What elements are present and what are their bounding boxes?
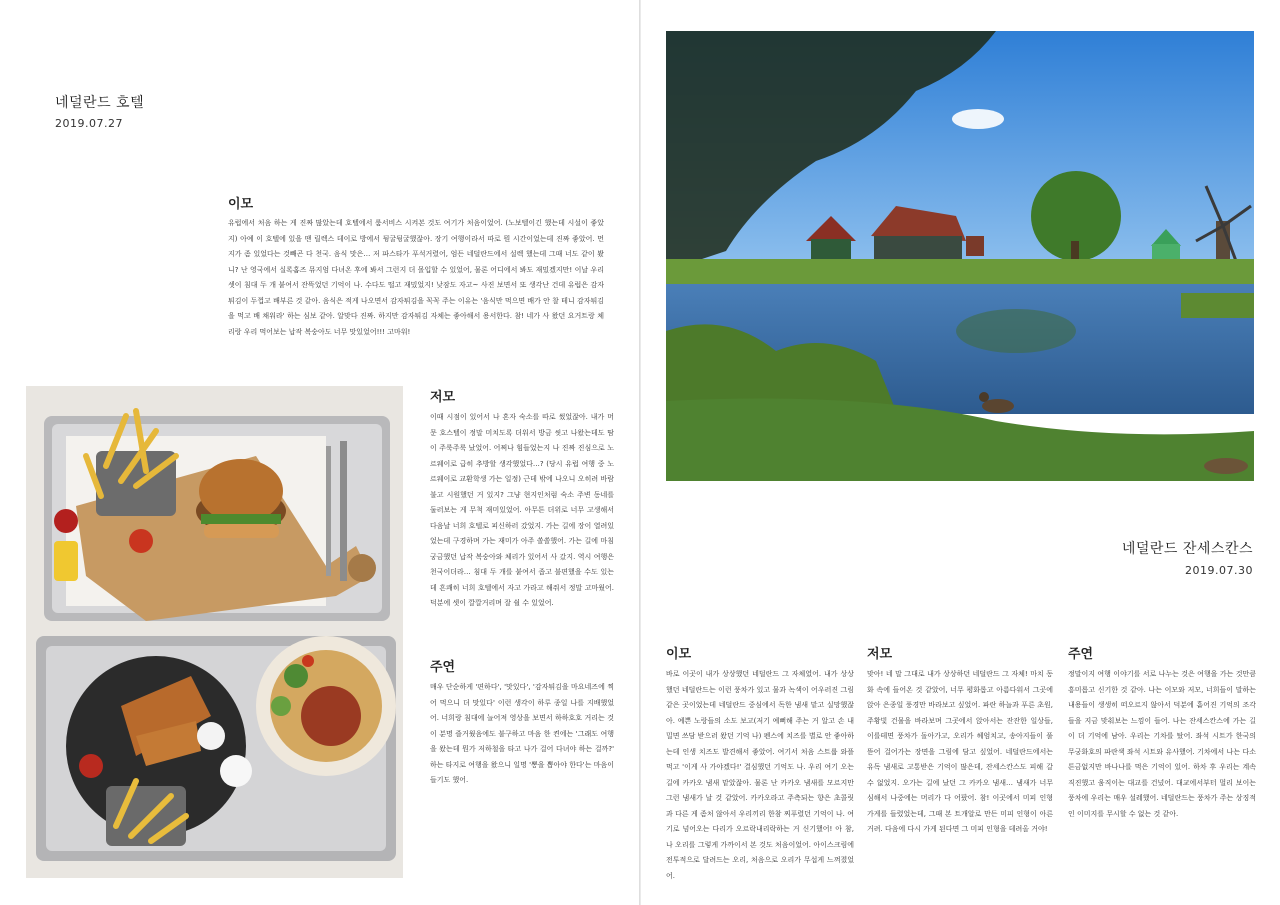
zaanse-text-jeomo: 맞아! 네 말 그대로 내가 상상하던 네덜란드 그 자체! 마치 동화 속에 들어온 것 같았어, 너무 평화롭고 아름다워서 그곳에 앉아 은종일 풍경만 바라보고 싶었어. 파란 하늘과 푸른 초원, 주황빛 건물을 바라보며 그곳에서 앉아서는 잔잔한 일상들, 이를테면 풍차가 돌아가고, 오리가 헤엄치고, 송아지들이 풀 뜯어 걸어가는 장면을 그림에 담고 싶었어. 네덜란드에서는 유독 냄새로 고통받은 기억이 많은데, 잔세스칸스도 피해 갈 수 없었지. 오가는 길에 났던 그 카카오 냄새… 냄새가 너무 심해서 나중에는 머리가 다 어팠어. 참! 이곳에서 미피 인형 가게를 들렸었는데, 그때 본 트개알로 만든 미피 인형이 아른거려. 다음에 다시 가게 된다면 그 미피 인형을 데려올 거야! [867, 670, 1053, 833]
hotel-text-juyeon: 매우 단순하게 '편하다', '맛있다', '감자튀김을 마요네즈에 찍어 먹으니 더 맛있다' 이런 생각이 하루 종일 나를 지배했었어. 너희랑 침대에 늘어져 영상을 보면서 하하호호 거리는 것이 분명 즐거웠음에도 불구하고 마음 한 켠에는 '그래도 여행을 왔는데 뭔가 저하철을 타고 나가 걸어 다녀야 하는 걸까?' 하는 타지로 여행을 왔으니 일명 '뽕을 뽑아야 한다'는 마음이 들기도 했어. [430, 683, 614, 784]
zaanse-text-imo: 바로 이곳이 내가 상상했던 네덜란드 그 자체였어. 내가 상상했던 네덜란드는 이런 풍차가 있고 물과 녹색이 어우러진 그림 같은 곳이었는데 네덜란드 중심에서 독한 냄새 맡고 실망했잖아. 예쁜 노랑들의 소도 보고(저기 예뻐해 주는 거 알고 손 내밀면 쓰담 받으러 왔던 기억 나) 펜스에 치즈를 별로 안 좋아하는데 인생 치즈도 발견해서 좋았어. 여기서 처음 스트룹 와플 먹고 '이게 사 가야겠다!' 결심했던 기억도 나. 우리 여기 오는 길에 카카오 냄새 맡았잖아. 물론 난 카카오 냄새를 모르지만 그런 냄새가 날 것 같았어. 카카오라고 주측되는 향은 초콜릿과 다른 게 좀처 않아서 우리끼리 한참 찌푸렸던 기억이 나. 여기로 넘어오는 다리가 오르락내리락하는 거 신기했어! 아 참, 나 오리를 그렇게 가까이서 본 것도 처음이었어. 아이스크림에 전투적으로 달려드는 오리, 처음으로 오리가 무섭게 느껴졌었어. [666, 670, 854, 880]
windmill-landscape-photo [666, 31, 1254, 481]
zaanse-title: 네덜란드 잔세스칸스 [1121, 541, 1253, 557]
hotel-heading-juyeon: 주연 [430, 660, 456, 675]
zaanse-text-juyeon: 정말이지 여행 이야기를 서로 나누는 것은 여행을 가는 것만큼 흥미롭고 신기한 것 같아. 나는 이모와 저모, 너희들이 말하는 내용들이 생생히 떠오르지 않아서 덕분에 흩어진 기억의 조각들을 지금 맞춰보는 느낌이 들어. 나는 잔세스칸스에 가는 길이 더 기억에 남아. 우리는 기차를 탔어. 좌석 시트가 한국의 무궁화호의 파란색 좌석 시트와 유사했어. 기차에서 나는 다소 튼금없지만 바나나를 먹은 기억이 있어. 하차 후 우리는 계속 직진했고 움직이는 대교를 건넜어. 대교에서부터 멀리 보이는 풍차에 우리는 매우 설레했어. 네덜란드는 풍차가 주는 상징적인 이미지를 무시할 수 없는 것 같아. [1068, 670, 1256, 818]
hotel-title: 네덜란드 호텔 [55, 95, 145, 111]
zaanse-heading-imo: 이모 [666, 647, 692, 662]
right-page [641, 0, 1280, 905]
hotel-text-jeomo: 이때 시점이 있어서 나 혼자 숙소를 따로 썼었잖아. 내가 머문 호스텔이 정말 미치도록 더워서 방금 씻고 나왔는데도 땀이 주룩주룩 났었어. 어쩌나 힘들었는지 나 진짜 진심으로 노르웨이로 급히 추방할 생각했었다…? (당시 유럽 여행 중 노르웨이로 교환학생 가는 일정) 근데 밖에 나오니 오히려 바람 불고 시원했던 거 있지? 그냥 현지인처럼 숙소 주변 동네를 둘러보는 게 무척 재미있었어. 아무튼 더위로 너무 고생해서 다음날 너희 호텔로 피신하러 갔었지. 가는 길에 장이 열려있었는데 구경하며 가는 재미가 아주 쏠쏠했어. 가는 길에 마침 궁금했던 납작 복숭아와 체리가 있어서 사 갔지. 역시 여행은 천국이더라… 침대 두 개를 붙여서 좁고 불편했을 수도 있는데 흔쾌히 너희 호텔에서 자고 가라고 해줘서 정말 고마웠어. 덕분에 셋이 깔깔거리며 잘 쉴 수 있었어. [430, 413, 614, 607]
zaanse-heading-juyeon: 주연 [1068, 647, 1094, 662]
hotel-heading-jeomo: 저모 [430, 390, 456, 405]
zaanse-heading-jeomo: 저모 [867, 647, 893, 662]
hotel-heading-imo: 이모 [228, 197, 254, 212]
zaanse-date: 2019.07.30 [1185, 564, 1253, 577]
left-page [0, 0, 639, 905]
hotel-food-photo [26, 386, 403, 878]
hotel-date: 2019.07.27 [55, 117, 123, 130]
hotel-text-imo: 유럽에서 처음 하는 게 진짜 많았는데 호텔에서 룸서비스 시켜본 것도 여기가 처음이었어. (노보텔이긴 했는데 시설이 좋았지) 아예 이 호텔에 있을 땐 릴렉스 데이로 방에서 뒹굴뒹굴했잖아. 장기 여행이라서 따로 뭔 시간이었는데 진짜 좋았어. 먼지가 좀 있었다는 것빼곤 다 천국. 음식 맛은… 저 파스타가 푸석거렸어, 엄든 네덜란드에서 설렉 했는데 그때 너도 같이 봤니? 난 영국에서 실록홈즈 뮤지엄 다녀온 후에 봐서 그런지 더 몰입할 수 있었어, 물론 어디에서 봐도 재밌겠지만! 이날 우리 셋이 침대 두 개 붙여서 잔뜩었던 기억이 나. 수다도 떨고 재밌었지! 낮잠도 자고~ 사진 보면서 또 생각난 건데 유럽은 감자튀김이 두껍고 배부른 것 같아. 음식은 적게 나오면서 감자튀김을 꼭꼭 주는 이유는 '음식만 먹으면 배가 안 찰 테니 감자튀김을 먹고 배 채워라' 하는 심보 같아. 알맞다 진짜. 하지만 감자튀김 자체는 좋아해서 용서한다. 참! 네가 사 왔던 요거트랑 체리랑 우리 먹어보는 납작 복숭아도 너무 맛있었어!!! 고마워! [228, 219, 604, 336]
